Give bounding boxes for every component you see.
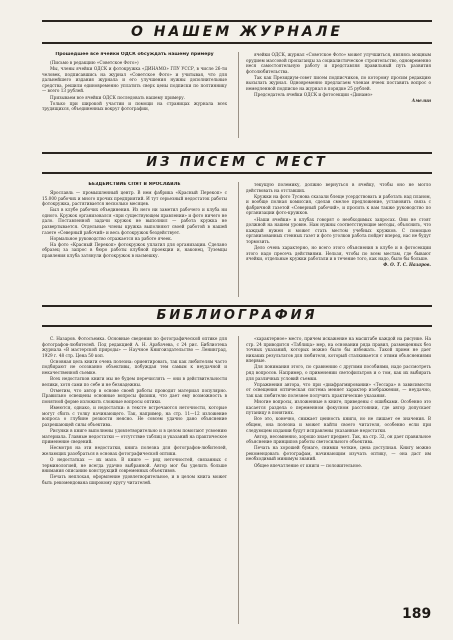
paragraph: Кружки на фото Туснова сказали блеще усердствовать и работать над планом, и вообще полная комиссия, сделав смелое предложение, установить связь с фабричной газетой «Северный рабочий», и просить к вам также руководство по организации фото-кружков. <box>246 193 431 216</box>
article-heading: БЕЗДЕЙСТВИЕ СПЯТ В ЯРОСЛАВЛЕ <box>88 182 181 187</box>
review-column-left <box>42 336 227 624</box>
paragraph: Печать неплохая, оформление удовлетворительное, и в целом книга может быть рекомендована широкому кругу читателей. <box>42 474 227 485</box>
paragraph: Отметим, что автор в основе своей работы проводит материал популярно. Правильно освещены основные вопросы физики, что дает ему возможность в понятной форме изложить сложные вопросы оптики. <box>42 387 227 405</box>
paragraph: Только при широкой участии и помощи на страницах журнала всех трудящихся, объединенных вокруг фотографии, <box>42 100 227 112</box>
paragraph: текущую полемику, должно вернуться в ячейку, чтобы оно не могло действовать на отставших. <box>246 182 431 193</box>
paragraph: «Наши ячейки» в клубах говорят о необходимых запросах. Они не стоят должной на нашем уровне. Нам нужны соответствующие методы, объяснить, что каждый нужен и может стать местом учебных кружков. С помощью организованных стенных газет и фото уголков работа пойдет вперед, нас не будут тормозить. <box>246 216 431 244</box>
page-number: 189 <box>402 606 432 622</box>
letter-column-left <box>42 52 227 138</box>
signature: Ф. О. Т. С. Назаров. <box>383 262 431 268</box>
article-column-right <box>246 182 431 297</box>
paragraph: Призываем все ячейки ОДСК последовать нашему примеру. <box>50 94 186 100</box>
paragraph: Основная цель книги очень полезна: ориентировать, так как любителям часто подбирают не осознанно объективы, побуждая тем самым к неудачной и некачественной съемке. <box>42 358 227 376</box>
paragraph: Был в клубе рабочих объединения. Из него ни заметил рабочего и клуба ни одного. Кружок организовался «при существующем правлении» и фото ничего не дало. Поставленной задачи кружок не выполнил — работа кружка не развертывается. Отдельные члены кружка выполняют своей работой в нашей газете «Северный рабочий» и весь фотокружок бездействует. <box>42 207 227 235</box>
paragraph: Мы, члены ячейки ОДСК и фотокружка «ДИНАМО» ГПУ УССР, в числе 26-ти человек, подписавшись на журнал «Советское Фото» и учитывая, что для дальнейшего издания журнала и его улучшения нужны дополнительные средства, решили единовременно уплатить сверх цены подписки по полтиннику — всего 13 рублей. <box>42 66 227 94</box>
paragraph: О недостатках — их мало. В книге — ряд неточностей, связанных с терминологией, не всегда удачно выбранной. Автор мог бы уделить больше внимания описанию конструкций современных объективов. <box>42 456 227 474</box>
section-title-about-journal: О НАШЕМ ЖУРНАЛЕ <box>42 20 432 44</box>
paragraph: Всех недостатков книги мы не будем перечислять — они в действительности велики, хотя сами по себе и не безнадежны. <box>42 376 227 387</box>
column-divider <box>238 182 239 297</box>
paragraph: Председатель ячейки ОДСК и фотосекции «Динамо» <box>254 92 373 98</box>
paragraph: Так как Президиум-совет писем подписчиков, по которому просим редакцию высылать журнал. Одновременно предлагаем членам ячеек поставить вопрос о немедленной подписке на журнал в порядке 25 рублей. <box>246 74 431 92</box>
paragraph: Многие вопросы, изложенные в книге, приведены с ошибками. Особенно это касается раздела о переменном фокусном расстоянии, где автор допускает путаницу в понятиях. <box>246 399 431 416</box>
section-title-letters: ИЗ ПИСЕМ С МЕСТ <box>42 152 432 174</box>
paragraph: На фото «Красный Перекоп» фотокружок уплатил для организации. Сделано образец за запрос в бюро работы клубной проекции и, наконец, Туземцы правления клуба затянули фотокружок в насмешку. <box>42 241 227 259</box>
column-divider <box>238 336 239 624</box>
paragraph: Упражнения автора, что при «диафрагмировании» «Тессара» в зависимости от освещения оптическая система меняет характер изображения, — неудачно, так как любителю полезнее получить практические указания. <box>246 381 431 398</box>
paragraph: Дело очень характерно, но всего этого объяснения в клубе и в фотосекции этого надо пресечь действиями. Нельзя, чтобы по всем местам, где бывают ячейки, отдельные кружки работали и в течение того, как надо, было бы больше. <box>246 245 431 262</box>
paragraph: «характерное» место, причем искажение на масштабе каждой на рисунке. На стр. 24 приводится «Таблица» мер, на основании ряда правил, размещенных без точных указаний, которых можно было бы избежать. Такой прием не дает никаких результатов для любителя, который сталкивается с этими объяснениями впервые. <box>246 336 431 364</box>
signature: Амелин <box>411 98 431 104</box>
paragraph: Ярославль — промышленный центр. В нем фабрика «Красный Перекоп» с 15.000 рабочих и много прочих предприятий. И тут серьезный недостаток работы фотокружка, растягивается несколько месяцев. <box>42 190 227 207</box>
paragraph: С. Назаров. Фотосъемка. Основные сведения по фотографической оптике для фотографов-любителей. Под редакцией А. Н. Арабачева, с 24 рис. Библиотека журнала «В мастерской природы» — Научное Книгоиздательство — Ленинград, 1929 г. 48 стр. Цена 50 коп. <box>42 336 227 358</box>
paragraph: ячейки ОДСК, журнал «Советское Фото» может улучшиться, являясь мощным орудием массовой пропаганды за социалистическое строительство, одновременно неся самостоятельную работу и представляя правильный путь развития фотолюбительства. <box>246 52 431 74</box>
paragraph: Нормальное руководство отражается на работе ячеек. <box>50 235 173 241</box>
letter-heading: Прошедшее все ячейки ОДСК обсуждать нашему примеру <box>55 52 214 57</box>
letter-column-right <box>246 52 431 138</box>
paragraph: Для понимания этого, по сравнению с другими пособиями, надо рассмотреть ряд вопросов. Например, о применении светофильтров и о том, как их выбирать для различных условий съемки. <box>246 364 431 381</box>
column-divider <box>238 52 239 138</box>
review-column-right <box>246 336 431 604</box>
paragraph: Общее впечатление от книги — положительное. <box>254 462 363 468</box>
paragraph: Печать на хорошей бумаге, снимки четкие, цена доступная. Книгу можно рекомендовать фотографам, начинающим изучать оптику, — она даст им необходимый минимум знаний. <box>246 445 431 462</box>
paragraph: Рисунки в книге выполнены удовлетворительно и в целом помогают усвоению материала. Главные недостатки — отсутствие таблиц и указаний на практическое применение сведений. <box>42 428 227 445</box>
article-column-left <box>42 182 227 297</box>
paragraph: (Письмо в редакцию «Советское Фото») <box>50 60 139 65</box>
paragraph: Автор, несомненно, хорошо знает предмет. Так, на стр. 32, он дает правильное объяснение принципов работы светосильного объектива. <box>246 433 431 445</box>
section-title-bibliography: БИБЛИОГРАФИЯ <box>42 305 432 327</box>
paragraph: Все это, конечно, снижает ценность книги, но не лишает ее значения. В общем, она полезна и может найти своего читателя, особенно если при следующем издании будут исправлены указанные недостатки. <box>246 416 431 433</box>
paragraph: Имеются, однако, и недостатки: в тексте встречаются неточности, которые могут сбить с толку начинающего. Так, например, на стр. 11—12 изложение вопроса о глубине резкости неясно. Не совсем удачно дано объяснение разрешающей силы объектива. <box>42 405 227 427</box>
paragraph: Несмотря на эти недостатки, книга полезна для фотографов-любителей, желающих разобраться в основах фотографической оптики. <box>42 445 227 456</box>
